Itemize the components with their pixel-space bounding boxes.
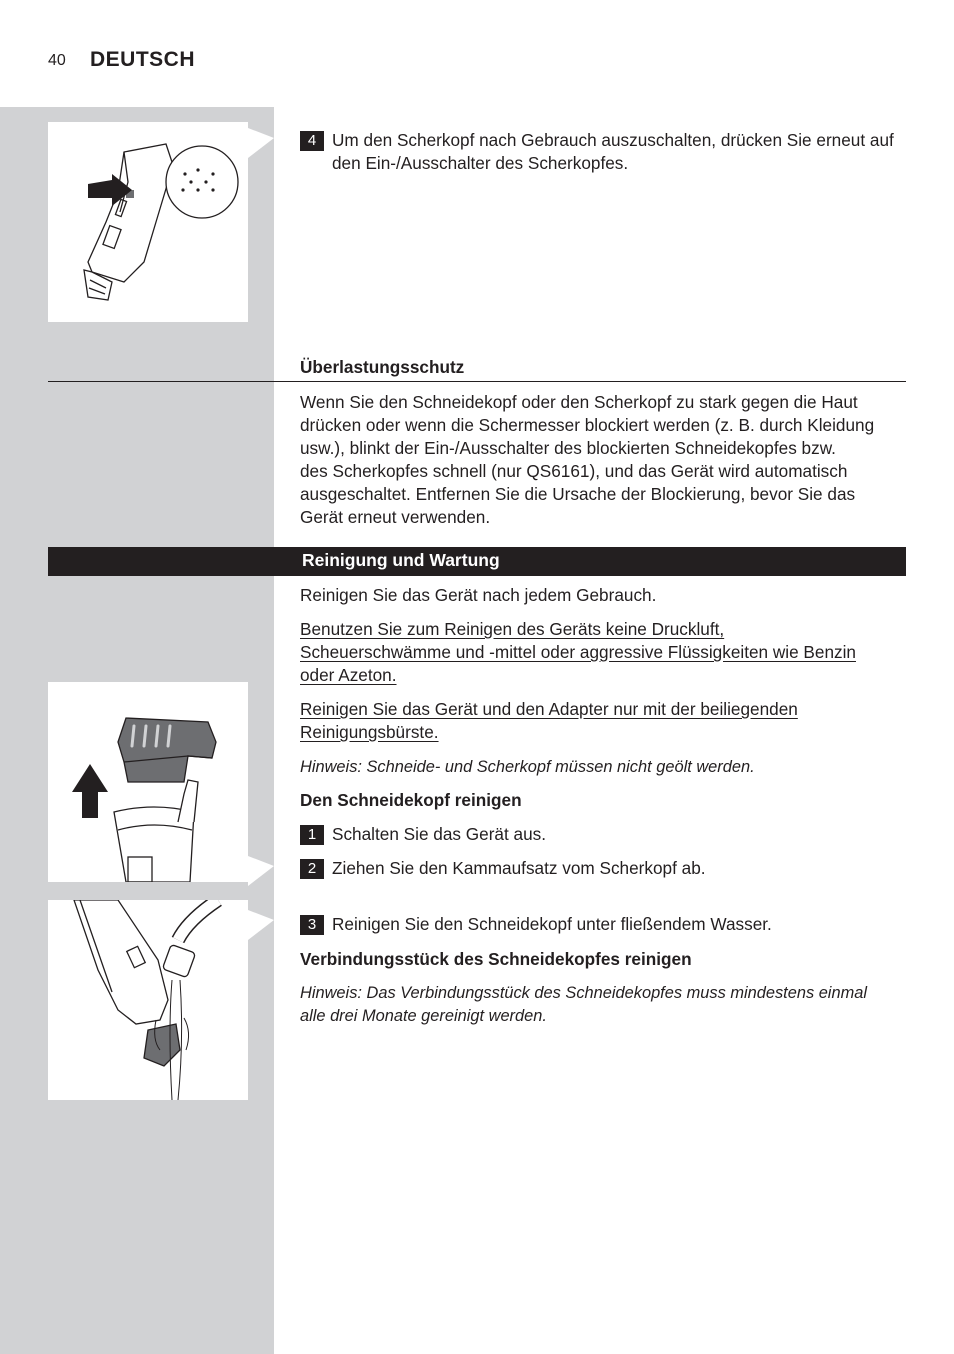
overload-heading: Überlastungsschutz [300, 357, 465, 377]
warning-line: oder Azeton. [300, 665, 397, 685]
overload-line: usw.), blinkt der Ein-/Ausschalter des blockierten Schneidekopfes bzw. [300, 438, 836, 458]
step-4-text: Um den Scherkopf nach Gebrauch auszuschalten, drücken Sie erneut auf den Ein-/Ausschalter des Scherkopfes. [332, 130, 894, 173]
section-divider [48, 381, 906, 382]
figure-shaver-power-button [48, 122, 248, 322]
note-line: Hinweis: Das Verbindungsstück des Schneidekopfes muss mindestens einmal [300, 984, 867, 1002]
warning-line: Reinigungsbürste. [300, 722, 439, 742]
step-1-text: Schalten Sie das Gerät aus. [332, 824, 547, 844]
subheading-clean-cutting-head: Den Schneidekopf reinigen [300, 790, 522, 810]
note-connector-cleaning [300, 982, 906, 1028]
warning-line: Reinigen Sie das Gerät und den Adapter nur mit der beiliegenden [300, 699, 798, 719]
step-2-text: Ziehen Sie den Kammaufsatz vom Scherkopf ab. [332, 858, 706, 878]
overload-line: des Scherkopfes schnell (nur QS6161), und das Gerät wird automatisch [300, 461, 848, 481]
page-number: 40 [48, 52, 66, 69]
cleaning-section-title: Reinigung und Wartung [302, 550, 500, 570]
step-number-badge: 3 [300, 915, 324, 935]
step-number-badge: 1 [300, 825, 324, 845]
figure-pointer-1 [248, 128, 274, 158]
overload-line: ausgeschaltet. Entfernen Sie die Ursache der Blockierung, bevor Sie das [300, 484, 856, 504]
step-3-text: Reinigen Sie den Schneidekopf unter fließendem Wasser. [332, 914, 772, 934]
language-heading: DEUTSCH [90, 48, 196, 71]
figure-pointer-2 [248, 856, 274, 886]
step-number-badge: 2 [300, 859, 324, 879]
overload-line: Wenn Sie den Schneidekopf oder den Scherkopf zu stark gegen die Haut [300, 392, 858, 412]
overload-paragraph [300, 391, 906, 529]
warning-line: Benutzen Sie zum Reinigen des Geräts keine Druckluft, [300, 619, 725, 639]
note-line: alle drei Monate gereinigt werden. [300, 1007, 547, 1025]
subheading-clean-connector: Verbindungsstück des Schneidekopfes reinigen [300, 949, 692, 969]
figure-rinse-water [48, 900, 248, 1100]
figure-remove-comb [48, 682, 248, 882]
step-1 [300, 823, 906, 846]
figure-pointer-3 [248, 910, 274, 940]
warning-line: Scheuerschwämme und -mittel oder aggressive Flüssigkeiten wie Benzin [300, 642, 856, 662]
rinse-illustration [48, 900, 248, 1100]
section-title-bar [48, 547, 906, 576]
step-2 [300, 857, 906, 880]
overload-line: drücken oder wenn die Schermesser blockiert werden (z. B. durch Kleidung [300, 415, 875, 435]
cleaning-intro: Reinigen Sie das Gerät nach jedem Gebrauch. [300, 585, 657, 605]
comb-removal-illustration [48, 682, 248, 882]
shaver-power-illustration [48, 122, 248, 322]
overload-line: Gerät erneut verwenden. [300, 507, 491, 527]
warning-brush-only [300, 698, 906, 744]
step-number-badge: 4 [300, 131, 324, 151]
step-3 [300, 913, 906, 936]
warning-no-abrasives [300, 618, 906, 687]
note-no-oil: Hinweis: Schneide- und Scherkopf müssen nicht geölt werden. [300, 758, 755, 776]
step-4 [300, 129, 906, 175]
